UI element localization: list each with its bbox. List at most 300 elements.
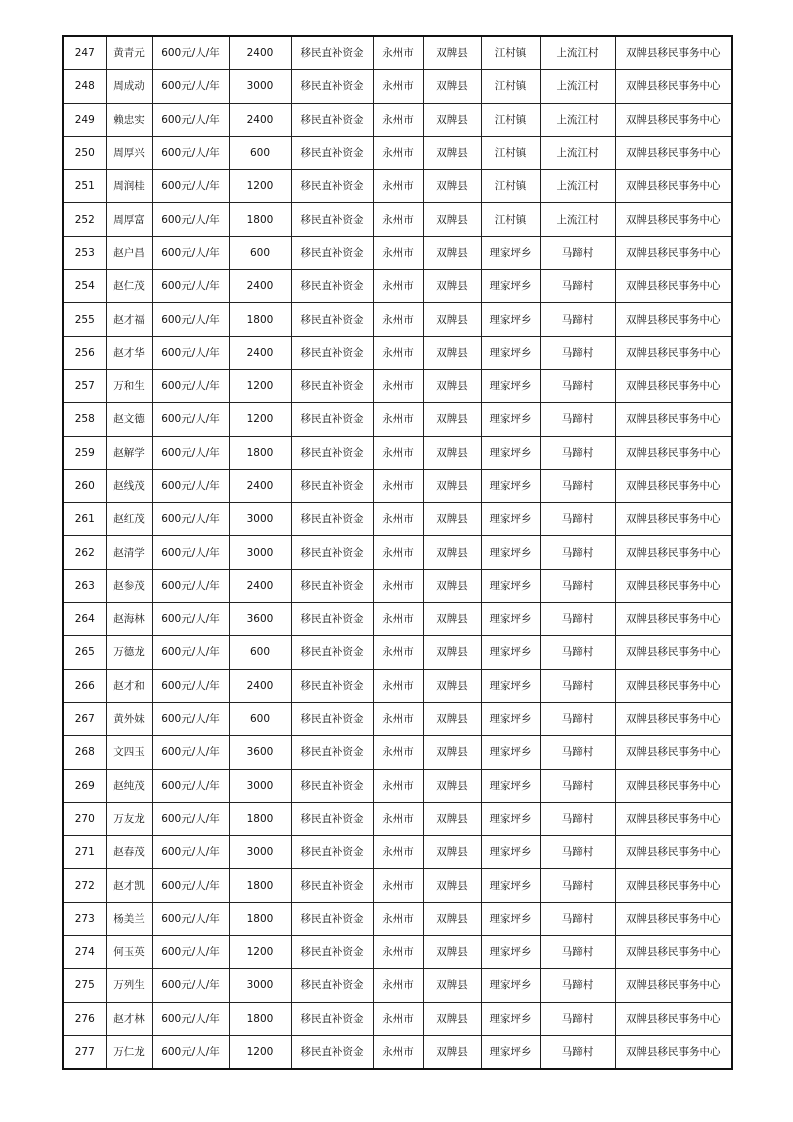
table-row	[63, 303, 732, 336]
row-number-cell: 262	[63, 536, 106, 569]
fund-type-cell: 移民直补资金	[291, 702, 373, 735]
amount-cell: 2400	[229, 336, 291, 369]
name-cell: 万和生	[106, 369, 152, 402]
city-cell: 永州市	[373, 1035, 423, 1069]
table-row	[63, 902, 732, 935]
township-cell: 理家坪乡	[481, 936, 540, 969]
county-cell: 双牌县	[423, 136, 481, 169]
table-row	[63, 669, 732, 702]
township-cell: 江村镇	[481, 103, 540, 136]
row-number-cell: 270	[63, 802, 106, 835]
name-cell: 赖忠实	[106, 103, 152, 136]
table-body	[63, 36, 732, 1069]
agency-cell: 双牌县移民事务中心	[615, 702, 732, 735]
table-row	[63, 736, 732, 769]
standard-cell: 600元/人/年	[152, 603, 229, 636]
city-cell: 永州市	[373, 103, 423, 136]
village-cell: 马蹄村	[540, 736, 615, 769]
amount-cell: 1200	[229, 369, 291, 402]
name-cell: 何玉英	[106, 936, 152, 969]
amount-cell: 1200	[229, 1035, 291, 1069]
fund-type-cell: 移民直补资金	[291, 1035, 373, 1069]
township-cell: 理家坪乡	[481, 569, 540, 602]
fund-type-cell: 移民直补资金	[291, 669, 373, 702]
agency-cell: 双牌县移民事务中心	[615, 1035, 732, 1069]
fund-type-cell: 移民直补资金	[291, 869, 373, 902]
name-cell: 文四玉	[106, 736, 152, 769]
row-number-cell: 254	[63, 270, 106, 303]
standard-cell: 600元/人/年	[152, 536, 229, 569]
name-cell: 万友龙	[106, 802, 152, 835]
township-cell: 江村镇	[481, 203, 540, 236]
row-number-cell: 251	[63, 170, 106, 203]
row-number-cell: 271	[63, 836, 106, 869]
fund-type-cell: 移民直补资金	[291, 369, 373, 402]
row-number-cell: 267	[63, 702, 106, 735]
row-number-cell: 260	[63, 469, 106, 502]
standard-cell: 600元/人/年	[152, 569, 229, 602]
standard-cell: 600元/人/年	[152, 70, 229, 103]
agency-cell: 双牌县移民事务中心	[615, 936, 732, 969]
county-cell: 双牌县	[423, 969, 481, 1002]
table-row	[63, 702, 732, 735]
city-cell: 永州市	[373, 436, 423, 469]
village-cell: 马蹄村	[540, 702, 615, 735]
county-cell: 双牌县	[423, 936, 481, 969]
township-cell: 理家坪乡	[481, 303, 540, 336]
fund-type-cell: 移民直补资金	[291, 902, 373, 935]
township-cell: 理家坪乡	[481, 702, 540, 735]
city-cell: 永州市	[373, 769, 423, 802]
village-cell: 马蹄村	[540, 536, 615, 569]
amount-cell: 600	[229, 136, 291, 169]
fund-type-cell: 移民直补资金	[291, 70, 373, 103]
table-row	[63, 469, 732, 502]
village-cell: 马蹄村	[540, 969, 615, 1002]
county-cell: 双牌县	[423, 203, 481, 236]
village-cell: 马蹄村	[540, 802, 615, 835]
agency-cell: 双牌县移民事务中心	[615, 236, 732, 269]
agency-cell: 双牌县移民事务中心	[615, 969, 732, 1002]
row-number-cell: 257	[63, 369, 106, 402]
village-cell: 马蹄村	[540, 436, 615, 469]
village-cell: 马蹄村	[540, 836, 615, 869]
village-cell: 马蹄村	[540, 1035, 615, 1069]
township-cell: 江村镇	[481, 170, 540, 203]
fund-type-cell: 移民直补资金	[291, 436, 373, 469]
table-row	[63, 936, 732, 969]
county-cell: 双牌县	[423, 802, 481, 835]
county-cell: 双牌县	[423, 702, 481, 735]
amount-cell: 3000	[229, 836, 291, 869]
county-cell: 双牌县	[423, 536, 481, 569]
village-cell: 马蹄村	[540, 669, 615, 702]
county-cell: 双牌县	[423, 1002, 481, 1035]
standard-cell: 600元/人/年	[152, 170, 229, 203]
city-cell: 永州市	[373, 1002, 423, 1035]
name-cell: 周厚兴	[106, 136, 152, 169]
agency-cell: 双牌县移民事务中心	[615, 103, 732, 136]
agency-cell: 双牌县移民事务中心	[615, 669, 732, 702]
city-cell: 永州市	[373, 303, 423, 336]
township-cell: 江村镇	[481, 70, 540, 103]
city-cell: 永州市	[373, 969, 423, 1002]
amount-cell: 1800	[229, 1002, 291, 1035]
fund-type-cell: 移民直补资金	[291, 36, 373, 70]
table-row	[63, 603, 732, 636]
village-cell: 马蹄村	[540, 569, 615, 602]
standard-cell: 600元/人/年	[152, 270, 229, 303]
subsidy-table	[62, 35, 733, 1070]
standard-cell: 600元/人/年	[152, 902, 229, 935]
amount-cell: 2400	[229, 270, 291, 303]
agency-cell: 双牌县移民事务中心	[615, 1002, 732, 1035]
agency-cell: 双牌县移民事务中心	[615, 469, 732, 502]
village-cell: 马蹄村	[540, 336, 615, 369]
village-cell: 马蹄村	[540, 636, 615, 669]
table-row	[63, 969, 732, 1002]
village-cell: 上流江村	[540, 170, 615, 203]
township-cell: 理家坪乡	[481, 236, 540, 269]
fund-type-cell: 移民直补资金	[291, 836, 373, 869]
amount-cell: 3000	[229, 70, 291, 103]
agency-cell: 双牌县移民事务中心	[615, 203, 732, 236]
table-row	[63, 369, 732, 402]
county-cell: 双牌县	[423, 569, 481, 602]
village-cell: 马蹄村	[540, 303, 615, 336]
township-cell: 理家坪乡	[481, 802, 540, 835]
agency-cell: 双牌县移民事务中心	[615, 836, 732, 869]
name-cell: 赵户昌	[106, 236, 152, 269]
township-cell: 理家坪乡	[481, 1002, 540, 1035]
amount-cell: 3600	[229, 736, 291, 769]
row-number-cell: 272	[63, 869, 106, 902]
amount-cell: 600	[229, 636, 291, 669]
city-cell: 永州市	[373, 270, 423, 303]
table-row	[63, 403, 732, 436]
county-cell: 双牌县	[423, 869, 481, 902]
fund-type-cell: 移民直补资金	[291, 203, 373, 236]
table-row	[63, 203, 732, 236]
fund-type-cell: 移民直补资金	[291, 936, 373, 969]
standard-cell: 600元/人/年	[152, 103, 229, 136]
township-cell: 理家坪乡	[481, 403, 540, 436]
amount-cell: 2400	[229, 103, 291, 136]
agency-cell: 双牌县移民事务中心	[615, 603, 732, 636]
village-cell: 马蹄村	[540, 603, 615, 636]
township-cell: 理家坪乡	[481, 436, 540, 469]
amount-cell: 3000	[229, 503, 291, 536]
agency-cell: 双牌县移民事务中心	[615, 736, 732, 769]
city-cell: 永州市	[373, 902, 423, 935]
row-number-cell: 275	[63, 969, 106, 1002]
township-cell: 理家坪乡	[481, 736, 540, 769]
city-cell: 永州市	[373, 603, 423, 636]
table-row	[63, 503, 732, 536]
name-cell: 赵春茂	[106, 836, 152, 869]
name-cell: 赵参茂	[106, 569, 152, 602]
amount-cell: 600	[229, 236, 291, 269]
amount-cell: 1800	[229, 303, 291, 336]
row-number-cell: 247	[63, 36, 106, 70]
county-cell: 双牌县	[423, 636, 481, 669]
row-number-cell: 273	[63, 902, 106, 935]
fund-type-cell: 移民直补资金	[291, 802, 373, 835]
agency-cell: 双牌县移民事务中心	[615, 303, 732, 336]
amount-cell: 3600	[229, 603, 291, 636]
village-cell: 马蹄村	[540, 869, 615, 902]
township-cell: 理家坪乡	[481, 503, 540, 536]
row-number-cell: 277	[63, 1035, 106, 1069]
row-number-cell: 256	[63, 336, 106, 369]
table-row	[63, 336, 732, 369]
standard-cell: 600元/人/年	[152, 303, 229, 336]
agency-cell: 双牌县移民事务中心	[615, 636, 732, 669]
city-cell: 永州市	[373, 236, 423, 269]
row-number-cell: 274	[63, 936, 106, 969]
amount-cell: 2400	[229, 36, 291, 70]
city-cell: 永州市	[373, 736, 423, 769]
standard-cell: 600元/人/年	[152, 636, 229, 669]
standard-cell: 600元/人/年	[152, 936, 229, 969]
name-cell: 赵仁茂	[106, 270, 152, 303]
row-number-cell: 264	[63, 603, 106, 636]
city-cell: 永州市	[373, 203, 423, 236]
name-cell: 赵才和	[106, 669, 152, 702]
name-cell: 赵线茂	[106, 469, 152, 502]
standard-cell: 600元/人/年	[152, 1035, 229, 1069]
county-cell: 双牌县	[423, 336, 481, 369]
standard-cell: 600元/人/年	[152, 702, 229, 735]
village-cell: 上流江村	[540, 70, 615, 103]
row-number-cell: 269	[63, 769, 106, 802]
fund-type-cell: 移民直补资金	[291, 136, 373, 169]
name-cell: 万德龙	[106, 636, 152, 669]
county-cell: 双牌县	[423, 669, 481, 702]
fund-type-cell: 移民直补资金	[291, 270, 373, 303]
row-number-cell: 253	[63, 236, 106, 269]
county-cell: 双牌县	[423, 503, 481, 536]
township-cell: 理家坪乡	[481, 669, 540, 702]
row-number-cell: 263	[63, 569, 106, 602]
name-cell: 赵海林	[106, 603, 152, 636]
name-cell: 周润桂	[106, 170, 152, 203]
city-cell: 永州市	[373, 70, 423, 103]
name-cell: 赵才华	[106, 336, 152, 369]
table-row	[63, 1002, 732, 1035]
table-row	[63, 769, 732, 802]
name-cell: 赵才凯	[106, 869, 152, 902]
amount-cell: 2400	[229, 469, 291, 502]
township-cell: 理家坪乡	[481, 836, 540, 869]
village-cell: 上流江村	[540, 203, 615, 236]
county-cell: 双牌县	[423, 369, 481, 402]
row-number-cell: 276	[63, 1002, 106, 1035]
county-cell: 双牌县	[423, 902, 481, 935]
name-cell: 赵清学	[106, 536, 152, 569]
agency-cell: 双牌县移民事务中心	[615, 869, 732, 902]
amount-cell: 3000	[229, 769, 291, 802]
fund-type-cell: 移民直补资金	[291, 536, 373, 569]
amount-cell: 3000	[229, 969, 291, 1002]
row-number-cell: 261	[63, 503, 106, 536]
standard-cell: 600元/人/年	[152, 503, 229, 536]
fund-type-cell: 移民直补资金	[291, 303, 373, 336]
agency-cell: 双牌县移民事务中心	[615, 136, 732, 169]
village-cell: 上流江村	[540, 36, 615, 70]
county-cell: 双牌县	[423, 170, 481, 203]
agency-cell: 双牌县移民事务中心	[615, 569, 732, 602]
agency-cell: 双牌县移民事务中心	[615, 503, 732, 536]
row-number-cell: 266	[63, 669, 106, 702]
row-number-cell: 249	[63, 103, 106, 136]
name-cell: 周成动	[106, 70, 152, 103]
fund-type-cell: 移民直补资金	[291, 236, 373, 269]
table-row	[63, 170, 732, 203]
agency-cell: 双牌县移民事务中心	[615, 902, 732, 935]
name-cell: 赵才福	[106, 303, 152, 336]
fund-type-cell: 移民直补资金	[291, 636, 373, 669]
standard-cell: 600元/人/年	[152, 669, 229, 702]
table-row	[63, 236, 732, 269]
village-cell: 马蹄村	[540, 236, 615, 269]
township-cell: 理家坪乡	[481, 769, 540, 802]
county-cell: 双牌县	[423, 436, 481, 469]
table-row	[63, 869, 732, 902]
village-cell: 马蹄村	[540, 270, 615, 303]
amount-cell: 2400	[229, 569, 291, 602]
amount-cell: 1800	[229, 203, 291, 236]
table-row	[63, 136, 732, 169]
township-cell: 理家坪乡	[481, 636, 540, 669]
amount-cell: 1800	[229, 902, 291, 935]
county-cell: 双牌县	[423, 1035, 481, 1069]
standard-cell: 600元/人/年	[152, 969, 229, 1002]
amount-cell: 2400	[229, 669, 291, 702]
table-row	[63, 802, 732, 835]
city-cell: 永州市	[373, 136, 423, 169]
city-cell: 永州市	[373, 170, 423, 203]
row-number-cell: 252	[63, 203, 106, 236]
table-row	[63, 1035, 732, 1069]
city-cell: 永州市	[373, 669, 423, 702]
city-cell: 永州市	[373, 503, 423, 536]
fund-type-cell: 移民直补资金	[291, 603, 373, 636]
village-cell: 马蹄村	[540, 936, 615, 969]
township-cell: 理家坪乡	[481, 869, 540, 902]
row-number-cell: 255	[63, 303, 106, 336]
amount-cell: 1200	[229, 403, 291, 436]
agency-cell: 双牌县移民事务中心	[615, 403, 732, 436]
fund-type-cell: 移民直补资金	[291, 503, 373, 536]
county-cell: 双牌县	[423, 403, 481, 436]
row-number-cell: 248	[63, 70, 106, 103]
village-cell: 马蹄村	[540, 902, 615, 935]
county-cell: 双牌县	[423, 469, 481, 502]
county-cell: 双牌县	[423, 270, 481, 303]
name-cell: 杨美兰	[106, 902, 152, 935]
city-cell: 永州市	[373, 336, 423, 369]
agency-cell: 双牌县移民事务中心	[615, 70, 732, 103]
standard-cell: 600元/人/年	[152, 836, 229, 869]
city-cell: 永州市	[373, 836, 423, 869]
township-cell: 理家坪乡	[481, 603, 540, 636]
agency-cell: 双牌县移民事务中心	[615, 270, 732, 303]
table-row	[63, 569, 732, 602]
fund-type-cell: 移民直补资金	[291, 969, 373, 1002]
township-cell: 理家坪乡	[481, 369, 540, 402]
amount-cell: 1200	[229, 170, 291, 203]
county-cell: 双牌县	[423, 36, 481, 70]
county-cell: 双牌县	[423, 70, 481, 103]
amount-cell: 1800	[229, 802, 291, 835]
township-cell: 理家坪乡	[481, 336, 540, 369]
city-cell: 永州市	[373, 702, 423, 735]
standard-cell: 600元/人/年	[152, 369, 229, 402]
agency-cell: 双牌县移民事务中心	[615, 336, 732, 369]
name-cell: 周厚富	[106, 203, 152, 236]
agency-cell: 双牌县移民事务中心	[615, 36, 732, 70]
fund-type-cell: 移民直补资金	[291, 736, 373, 769]
city-cell: 永州市	[373, 36, 423, 70]
fund-type-cell: 移民直补资金	[291, 170, 373, 203]
fund-type-cell: 移民直补资金	[291, 336, 373, 369]
agency-cell: 双牌县移民事务中心	[615, 769, 732, 802]
village-cell: 上流江村	[540, 136, 615, 169]
county-cell: 双牌县	[423, 303, 481, 336]
standard-cell: 600元/人/年	[152, 236, 229, 269]
agency-cell: 双牌县移民事务中心	[615, 436, 732, 469]
fund-type-cell: 移民直补资金	[291, 103, 373, 136]
name-cell: 黄青元	[106, 36, 152, 70]
amount-cell: 600	[229, 702, 291, 735]
village-cell: 马蹄村	[540, 1002, 615, 1035]
standard-cell: 600元/人/年	[152, 736, 229, 769]
county-cell: 双牌县	[423, 236, 481, 269]
county-cell: 双牌县	[423, 103, 481, 136]
table-row	[63, 103, 732, 136]
township-cell: 理家坪乡	[481, 536, 540, 569]
city-cell: 永州市	[373, 869, 423, 902]
table-row	[63, 436, 732, 469]
agency-cell: 双牌县移民事务中心	[615, 369, 732, 402]
standard-cell: 600元/人/年	[152, 203, 229, 236]
village-cell: 马蹄村	[540, 403, 615, 436]
fund-type-cell: 移民直补资金	[291, 1002, 373, 1035]
village-cell: 马蹄村	[540, 503, 615, 536]
standard-cell: 600元/人/年	[152, 869, 229, 902]
name-cell: 万列生	[106, 969, 152, 1002]
name-cell: 赵文德	[106, 403, 152, 436]
table-row	[63, 36, 732, 70]
fund-type-cell: 移民直补资金	[291, 569, 373, 602]
amount-cell: 3000	[229, 536, 291, 569]
city-cell: 永州市	[373, 936, 423, 969]
fund-type-cell: 移民直补资金	[291, 469, 373, 502]
name-cell: 赵纯茂	[106, 769, 152, 802]
table-row	[63, 536, 732, 569]
city-cell: 永州市	[373, 569, 423, 602]
table-row	[63, 70, 732, 103]
amount-cell: 1200	[229, 936, 291, 969]
standard-cell: 600元/人/年	[152, 36, 229, 70]
standard-cell: 600元/人/年	[152, 469, 229, 502]
city-cell: 永州市	[373, 636, 423, 669]
county-cell: 双牌县	[423, 736, 481, 769]
city-cell: 永州市	[373, 802, 423, 835]
county-cell: 双牌县	[423, 769, 481, 802]
agency-cell: 双牌县移民事务中心	[615, 536, 732, 569]
